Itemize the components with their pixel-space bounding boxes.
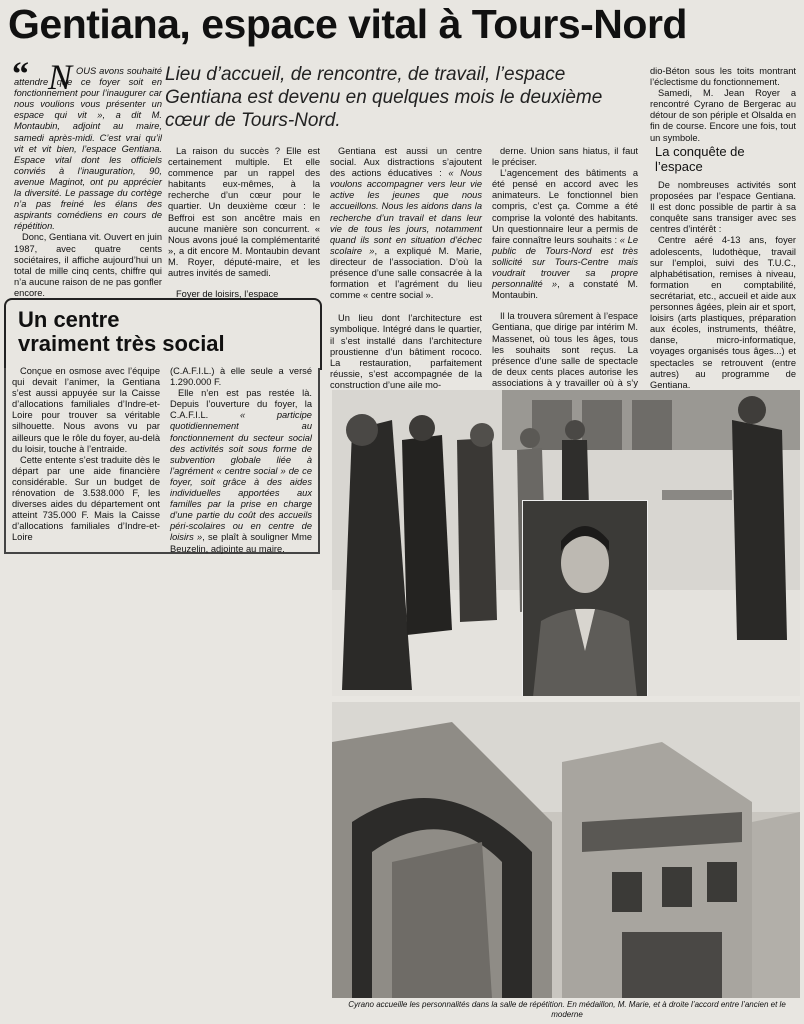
intro-column <box>14 66 165 299</box>
photo-rehearsal-hall <box>332 390 800 696</box>
col3-p1-text: Gentiana est aussi un centre social. Aux distractions s’ajoutent des actions éducatives : <box>330 146 485 179</box>
column-2 <box>168 146 323 300</box>
headline: Gentiana, espace vital à Tours-Nord <box>8 1 687 47</box>
photo-architecture-drawing <box>332 702 800 998</box>
box-b-paragraph-1: (C.A.F.I.L.) à elle seule a versé 1.290.000 F. <box>170 366 315 388</box>
col3-p1-text-end: , a expliqué M. Marie, directeur de l’association. D’où la présence d’une salle consacrée à la formation et l’agrément du lieu comme « centre social ». <box>330 245 485 301</box>
box-b-paragraph-2 <box>170 388 315 554</box>
col4-p2-quote: « Le public de Tours-Nord est très sollicité sur Tours-Centre mais voudrait trouver sa propre personnalité » <box>492 234 641 290</box>
box-a-paragraph-2: Cette entente s’est traduite dès le départ par une aide financière considérable. Sur un budget de rénovation de 3.538.000 F, les diverses aides du département ont atteint 735.000 F. Mais la Caisse d’allocations familiales d’Indre-et-Loire <box>12 454 163 543</box>
box-b-p2-text-end: , se plaît à souligner Mme Beuzelin, adjointe au maire. <box>170 532 315 554</box>
col3-paragraph-1 <box>330 146 485 301</box>
col5-paragraph-3: De nombreuses activités sont proposées par l’espace Gentiana. Il est donc possible de partir à sa conquête sans transiger avec ses centres d’intérêt : <box>650 180 799 235</box>
col5-paragraph-1: dio-Béton sous les toits montrant l’éclectisme du fonctionnement. <box>650 66 799 88</box>
col3-paragraph-2: Un lieu dont l’architecture est symbolique. Intégré dans le quartier, il s’est installé dans l’architecture proustienne d’un bâtiment rococo. La restauration, parfaitement réussie, s’est accompagnée de la construction d’une aile mo- <box>330 313 485 390</box>
column-5 <box>650 66 799 144</box>
col4-paragraph-1: derne. Union sans hiatus, il faut le préciser. <box>492 146 641 168</box>
col2-paragraph-1: La raison du succès ? Elle est certainement multiple. Et elle commence par un rappel des habitants eux-mêmes, à la recherche d’un cœur pour le quartier. Un deuxième cœur : le Beffroi est son ancêtre mais en aucune manière son concurrent. « Nous avons joué la complémentarité », a dit encore M. Montaubin devant M. Royer, député-maire, et les autres invités de samedi. <box>168 146 323 279</box>
box-a-paragraph-1: Conçue en osmose avec l’équipe qui devait l’animer, la Gentiana s’est aussi appuyée sur la Caisse d’allocations familiales d’Indre-et-Loire pour trouver sa véritable silhouette. Nous avons vu par ailleurs que le rôle du foyer, au-delà du loisir, touche à l’entraide. <box>12 366 163 454</box>
col5-paragraph-4: Centre aéré 4-13 ans, foyer adolescents, ludothèque, travail sur l’emploi, suivi des T.U.C., alphabétisation, remises à niveau, formation en comptabilité, secrétariat, etc., accueil et aide aux personnes âgées, plein air et sport, loisirs (arts plastiques, préparation aux écoles, instruments, théâtre, danse, micro-informatique, voyages organisés tous âges...) et spectacles se retrouvent (entre autres) au programme de Gentiana. <box>650 235 799 390</box>
box-title-line-1: Un centre <box>18 307 120 332</box>
opening-quote-mark: “ <box>12 56 29 93</box>
intro-paragraph-1: OUS avons souhaité attendre que ce foyer soit en fonctionnement pour l’inaugurer car nous voulions vous présenter un espace qui vit », a dit M. Montaubin, adjoint au maire, samedi après-midi. C’est vrai qu’il vit et vit bien, l’espace Gentiana. Espace vital dont les officiels conviés à l’inauguration, 90, avenue Maginot, ont pu apprécier la diversité. Le passage du cortège n’a pas freiné les élans des aspirants comédiens en cours de répétition. <box>14 66 165 232</box>
box-left-rule <box>4 368 6 553</box>
subhead-la-conquete: La conquête de l’espace <box>655 144 745 174</box>
intro-paragraph-2: Donc, Gentiana vit. Ouvert en juin 1987, avec quatre cents sociétaires, il affiche aujourd’hui un total de mille cinq cents, chiffre qui n’a aucune raison de ne pas gonfler encore. <box>14 232 165 298</box>
box-column-a <box>12 366 163 544</box>
col2-paragraph-2: Foyer de loisirs, l’espace <box>176 289 279 300</box>
col5-paragraph-2: Samedi, M. Jean Royer a rencontré Cyrano de Bergerac au détour de son périple et Olsalda en fin de course. Encore une fois, tout un symbole. <box>650 88 799 143</box>
column-4 <box>492 146 641 400</box>
box-b-p2-text: Elle n’en est pas restée là. Depuis l’ouverture du foyer, la C.A.F.I.L. <box>170 388 315 421</box>
inset-photo-m-marie <box>522 500 648 696</box>
box-title <box>18 308 225 356</box>
col4-paragraph-3: Il la trouvera sûrement à l’espace Gentiana, que dirige par intérim M. Massenet, où tous les âges, tous les souhaits sont reçus. La présence d’une salle de spectacle de deux cents places autorise les associations à y travailler où à s’y <box>492 311 638 388</box>
photo-architecture <box>332 702 800 998</box>
col3-p1-quote: « Nous voulons accompagner vers leur vie active les jeunes que nous accueillons. Nous les aidons dans la recherche d’un travail et dans leur vie de tous les jours, notamment quand ils sont en situation d’échec scolaire » <box>330 168 485 256</box>
col4-p2-text: L’agencement des bâtiments a été pensé en accord avec les animateurs. Le fonctionnel bien compris, c’est ça. Comme a été comprise la volonté des habitants. Un questionnaire leur a permis de faire connaître leurs souhaits : <box>492 168 641 245</box>
drop-cap: N <box>48 57 73 97</box>
box-title-line-2: vraiment très social <box>18 331 225 356</box>
col4-p2-text-end: , a constaté M. Montaubin. <box>492 279 641 301</box>
lede: Lieu d’accueil, de rencontre, de travail, l’espace Gentiana est devenu en quelques mois le deuxième cœur de Tours-Nord. <box>165 64 603 131</box>
box-column-b <box>170 366 315 555</box>
box-right-rule <box>318 368 320 554</box>
photo-caption: Cyrano accueille les personnalités dans la salle de répétition. En médaillon, M. Marie, et à droite l’accord entre l’ancien et le moderne <box>348 1000 786 1019</box>
column-3 <box>330 146 485 391</box>
inset-photo-drawing <box>523 501 647 696</box>
col4-paragraph-2 <box>492 168 641 301</box>
box-b-p2-quote: « participe quotidiennement au fonctionnement du secteur social des activités soit sous forme de subvention globale liée à l’agrément « centre social » de ce foyer, soit grâce à des aides individuelles apportées aux familles par la prise en charge d’une partie du coût des accueils péri-scolaires ou en centre de loisirs » <box>170 410 315 543</box>
column-5-continued <box>650 180 799 391</box>
